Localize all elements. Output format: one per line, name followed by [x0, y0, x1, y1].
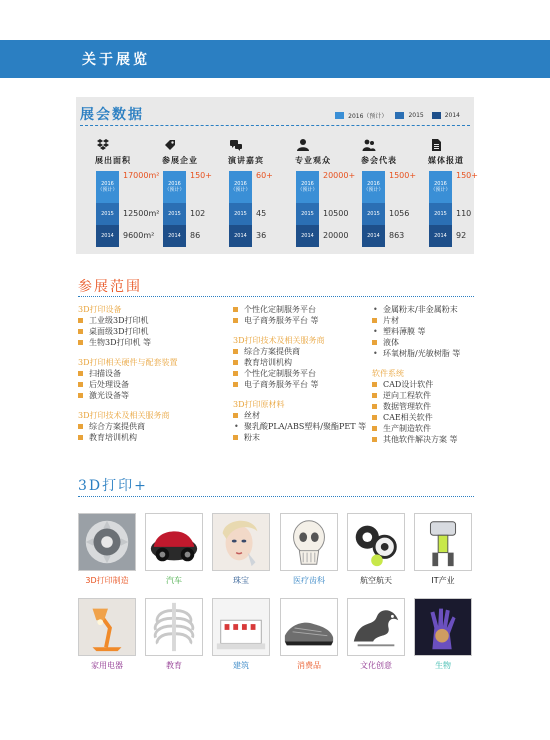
- legend-item-2015: [395, 112, 423, 119]
- stat-label: 专业观众: [295, 155, 331, 165]
- range-list-item: • 金属粉末/非金属粉末: [372, 304, 460, 315]
- stat-label: 参会代表: [361, 155, 397, 165]
- stat-label: 演讲嘉宾: [228, 155, 264, 165]
- bar-segment-2015: [163, 203, 186, 225]
- range-category-heading: 3D打印设备: [78, 305, 122, 314]
- bar-segment-2014: [163, 225, 186, 247]
- industry-caption: 消费品: [297, 661, 321, 670]
- range-list-item: 教育培训机构: [233, 357, 366, 368]
- stats-panel: [76, 97, 478, 254]
- industry-tile: [212, 513, 270, 586]
- stat-column: [419, 137, 479, 240]
- bar-segment-2015: [229, 203, 252, 225]
- stat-label: 媒体报道: [428, 155, 464, 165]
- range-list-item: 粉末: [233, 432, 366, 443]
- stat-value-2015: 102: [190, 209, 206, 218]
- bar-segment-label: 2014: [367, 233, 380, 239]
- bar-segment-label: 2016: [367, 181, 380, 187]
- bar-segment-2015: [96, 203, 119, 225]
- range-list-item: 丝材: [233, 410, 366, 421]
- bar-segment-2014: [296, 225, 319, 247]
- range-title-rule: [78, 296, 474, 297]
- legend-label: 2015: [408, 112, 424, 119]
- range-category-heading: 3D打印技术及相关服务商: [233, 336, 325, 345]
- range-list-item: 综合方案提供商: [78, 421, 178, 432]
- range-list-item: 生产制造软件: [372, 423, 460, 434]
- industry-tile: [414, 598, 472, 671]
- bar-segment-2014: [229, 225, 252, 247]
- header-banner: [0, 40, 550, 78]
- range-list-item: 电子商务服务平台 等: [233, 315, 366, 326]
- bar-segment-2014: [96, 225, 119, 247]
- bar-segment-label: 2014: [234, 233, 247, 239]
- legend-label: 2016（预计）: [348, 113, 388, 120]
- range-list-item: 激光设备等: [78, 390, 178, 401]
- bar-segment-2016: [362, 171, 385, 203]
- stat-value-2014: 92: [456, 231, 467, 240]
- bar-segment-label: 2016: [301, 181, 314, 187]
- range-list-item: 综合方案提供商: [233, 346, 366, 357]
- stat-value-2014: 9600m²: [123, 231, 155, 240]
- range-list-item: • 环氧树脂/光敏树脂 等: [372, 348, 460, 359]
- bar-segment-2016: [96, 171, 119, 203]
- industry-tile: [78, 513, 136, 586]
- range-column-2: [233, 304, 366, 443]
- range-list-item: 数据管理软件: [372, 401, 460, 412]
- industry-image: [414, 513, 472, 571]
- stat-value-2016: 150+: [456, 171, 478, 180]
- range-title: 参展范围: [78, 279, 142, 295]
- bar-segment-2016: [229, 171, 252, 203]
- range-column-1: [78, 304, 178, 443]
- industry-caption: IT产业: [431, 576, 455, 585]
- bar-segment-label: 2015: [101, 211, 114, 217]
- industry-tile: [347, 513, 405, 586]
- industry-caption: 航空航天: [360, 576, 392, 585]
- stat-value-2015: 45: [256, 209, 267, 218]
- range-list-item: 扫描设备: [78, 368, 178, 379]
- stat-value-2016: 17000m²: [123, 171, 160, 180]
- industry-caption: 教育: [166, 661, 182, 670]
- range-category-heading: 3D打印原材料: [233, 400, 285, 409]
- bar-segment-label: 2015: [301, 211, 314, 217]
- bar-segment-label: 2016: [434, 181, 447, 187]
- stat-column: [286, 137, 356, 240]
- bar-segment-2016: [296, 171, 319, 203]
- industry-image: [347, 513, 405, 571]
- stat-bar-stack: [163, 171, 212, 247]
- stat-value-2016: 1500+: [389, 171, 417, 180]
- bar-segment-2015: [429, 203, 452, 225]
- bar-segment-label: （预计）: [164, 187, 185, 193]
- range-list-item: 电子商务服务平台 等: [233, 379, 366, 390]
- bar-segment-2016: [163, 171, 186, 203]
- bar-segment-label: （预计）: [297, 187, 318, 193]
- range-list-item: 桌面级3D打印机: [78, 326, 178, 337]
- range-list-item: • 塑料薄膜 等: [372, 326, 460, 337]
- people-icon: [362, 137, 376, 151]
- stat-column: [86, 137, 160, 240]
- bar-segment-label: 2014: [434, 233, 447, 239]
- range-category-heading: 3D打印技术及相关服务商: [78, 411, 170, 420]
- stat-value-2014: 36: [256, 231, 267, 240]
- bar-segment-2014: [429, 225, 452, 247]
- bar-segment-label: 2015: [168, 211, 181, 217]
- industry-caption: 医疗齿科: [293, 576, 325, 585]
- industry-tile: [145, 598, 203, 671]
- bar-segment-label: 2014: [101, 233, 114, 239]
- industry-caption: 珠宝: [233, 576, 249, 585]
- industry-tile: [414, 513, 472, 586]
- industry-tile: [145, 513, 203, 586]
- stat-bar-stack: [429, 171, 478, 247]
- bar-segment-label: 2016: [101, 181, 114, 187]
- industry-caption: 建筑: [233, 661, 249, 670]
- stats-title-rule: [80, 125, 470, 126]
- industry-tile: [78, 598, 136, 671]
- printing-title: 3D打印+: [78, 478, 148, 494]
- industry-image: [414, 598, 472, 656]
- stat-label: 展出面积: [95, 155, 131, 165]
- legend-item-2016: [335, 111, 387, 120]
- banner-title: 关于展览: [82, 52, 150, 68]
- bar-segment-label: 2016: [234, 181, 247, 187]
- legend-label: 2014: [444, 112, 460, 119]
- industry-image: [280, 513, 338, 571]
- stat-bar-stack: [229, 171, 273, 247]
- range-list-item: CAD设计软件: [372, 379, 460, 390]
- bar-segment-label: （预计）: [430, 187, 451, 193]
- industry-tile: [280, 598, 338, 671]
- industry-caption: 家用电器: [91, 661, 123, 670]
- stat-value-2016: 60+: [256, 171, 273, 180]
- industry-tile: [212, 598, 270, 671]
- chat-icon: [229, 137, 243, 151]
- industry-image: [145, 513, 203, 571]
- stat-column: [153, 137, 213, 240]
- stat-value-2014: 86: [190, 231, 201, 240]
- stat-value-2015: 110: [456, 209, 472, 218]
- industry-caption: 汽车: [166, 576, 182, 585]
- stat-label: 参展企业: [162, 155, 198, 165]
- bar-segment-2015: [296, 203, 319, 225]
- industry-image: [347, 598, 405, 656]
- stat-value-2014: 863: [389, 231, 405, 240]
- printing-title-rule: [78, 496, 474, 497]
- bar-segment-2016: [429, 171, 452, 203]
- bar-segment-2015: [362, 203, 385, 225]
- document-icon: [429, 137, 443, 151]
- industry-image: [145, 598, 203, 656]
- person-icon: [296, 137, 310, 151]
- industry-caption: 3D打印制造: [85, 576, 129, 585]
- stat-value-2016: 20000+: [323, 171, 356, 180]
- industry-caption: 生物: [435, 661, 451, 670]
- bar-segment-label: （预计）: [363, 187, 384, 193]
- industry-image: [280, 598, 338, 656]
- industry-caption: 文化创意: [360, 661, 392, 670]
- industry-tile: [280, 513, 338, 586]
- industry-tile: [347, 598, 405, 671]
- stats-legend: [327, 111, 460, 120]
- bar-segment-label: 2015: [434, 211, 447, 217]
- bar-segment-label: 2014: [301, 233, 314, 239]
- stat-value-2016: 150+: [190, 171, 212, 180]
- industry-image: [212, 598, 270, 656]
- range-list-item: 教育培训机构: [78, 432, 178, 443]
- tag-icon: [163, 137, 177, 151]
- stat-bar-stack: [362, 171, 417, 247]
- stat-column: [352, 137, 417, 240]
- range-list-item: 生物3D打印机 等: [78, 337, 178, 348]
- range-list-item: CAE相关软件: [372, 412, 460, 423]
- bar-segment-label: （预计）: [97, 187, 118, 193]
- industry-image: [78, 513, 136, 571]
- stat-bar-stack: [296, 171, 356, 247]
- bar-segment-label: 2015: [367, 211, 380, 217]
- stat-value-2015: 12500m²: [123, 209, 160, 218]
- range-list-item: 片材: [372, 315, 460, 326]
- range-list-item: 后处理设备: [78, 379, 178, 390]
- legend-swatch: [395, 112, 404, 119]
- stat-bar-stack: [96, 171, 160, 247]
- industry-image: [78, 598, 136, 656]
- stats-title: 展会数据: [80, 107, 144, 123]
- range-category-heading: 3D打印相关硬件与配套装置: [78, 358, 178, 367]
- range-column-3: [372, 304, 460, 445]
- range-list-item: 个性化定制服务平台: [233, 368, 366, 379]
- range-list-item: 逆向工程软件: [372, 390, 460, 401]
- bar-segment-2014: [362, 225, 385, 247]
- legend-swatch: [432, 112, 441, 119]
- stat-column: [219, 137, 279, 240]
- industry-image: [212, 513, 270, 571]
- dropbox-icon: [96, 137, 110, 151]
- range-list-item: 液体: [372, 337, 460, 348]
- bar-segment-label: 2015: [234, 211, 247, 217]
- stat-value-2015: 10500: [323, 209, 349, 218]
- legend-item-2014: [432, 112, 460, 119]
- bar-segment-label: 2014: [168, 233, 181, 239]
- stat-value-2015: 1056: [389, 209, 410, 218]
- range-list-item: 个性化定制服务平台: [233, 304, 366, 315]
- range-list-item: 工业级3D打印机: [78, 315, 178, 326]
- range-list-item: • 聚乳酸PLA/ABS塑料/聚酯PET 等: [233, 421, 366, 432]
- stat-value-2014: 20000: [323, 231, 349, 240]
- bar-segment-label: 2016: [168, 181, 181, 187]
- legend-swatch: [335, 112, 344, 119]
- bar-segment-label: （预计）: [230, 187, 251, 193]
- range-list-item: 其他软件解决方案 等: [372, 434, 460, 445]
- range-category-heading: 软件系统: [372, 369, 404, 378]
